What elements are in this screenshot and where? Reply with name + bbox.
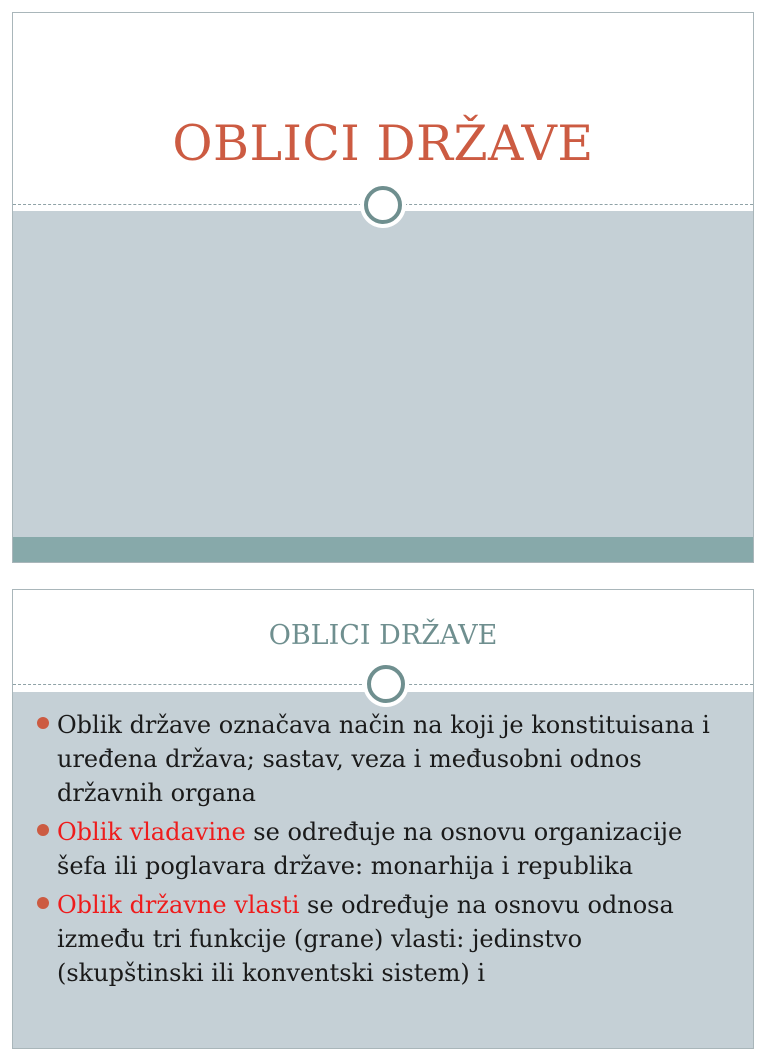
bullet-text: Oblik države označava način na koji je konstituisana i uređena država; sastav, veza i međusobni odnos državnih organa [57, 711, 710, 807]
bullet-text: se određuje na osnovu odnosa između tri funkcije (grane) vlasti: jedinstvo (skupštinski ili konventski sistem) i [57, 891, 674, 987]
footer-band [13, 537, 753, 563]
slide-1[interactable] [12, 12, 754, 563]
ring-icon [363, 661, 409, 707]
bullet-list [35, 708, 733, 995]
body-area [13, 211, 753, 537]
slide-2[interactable] [12, 589, 754, 1049]
bullet-dot-icon [37, 717, 49, 729]
bullet-item [35, 708, 733, 810]
bullet-highlight: Oblik vladavine [57, 818, 246, 846]
bullet-item [35, 888, 733, 990]
bullet-dot-icon [37, 824, 49, 836]
bullet-highlight: Oblik državne vlasti [57, 891, 300, 919]
slide-title: OBLICI DRŽAVE [172, 115, 594, 172]
bullet-text: se određuje na osnovu organizacije šefa ili poglavara države: monarhija i republika [57, 818, 683, 880]
bullet-item [35, 815, 733, 883]
bullet-dot-icon [37, 897, 49, 909]
ring-icon [360, 182, 406, 228]
slide-title: OBLICI DRŽAVE [268, 620, 498, 651]
title-area [13, 13, 753, 210]
